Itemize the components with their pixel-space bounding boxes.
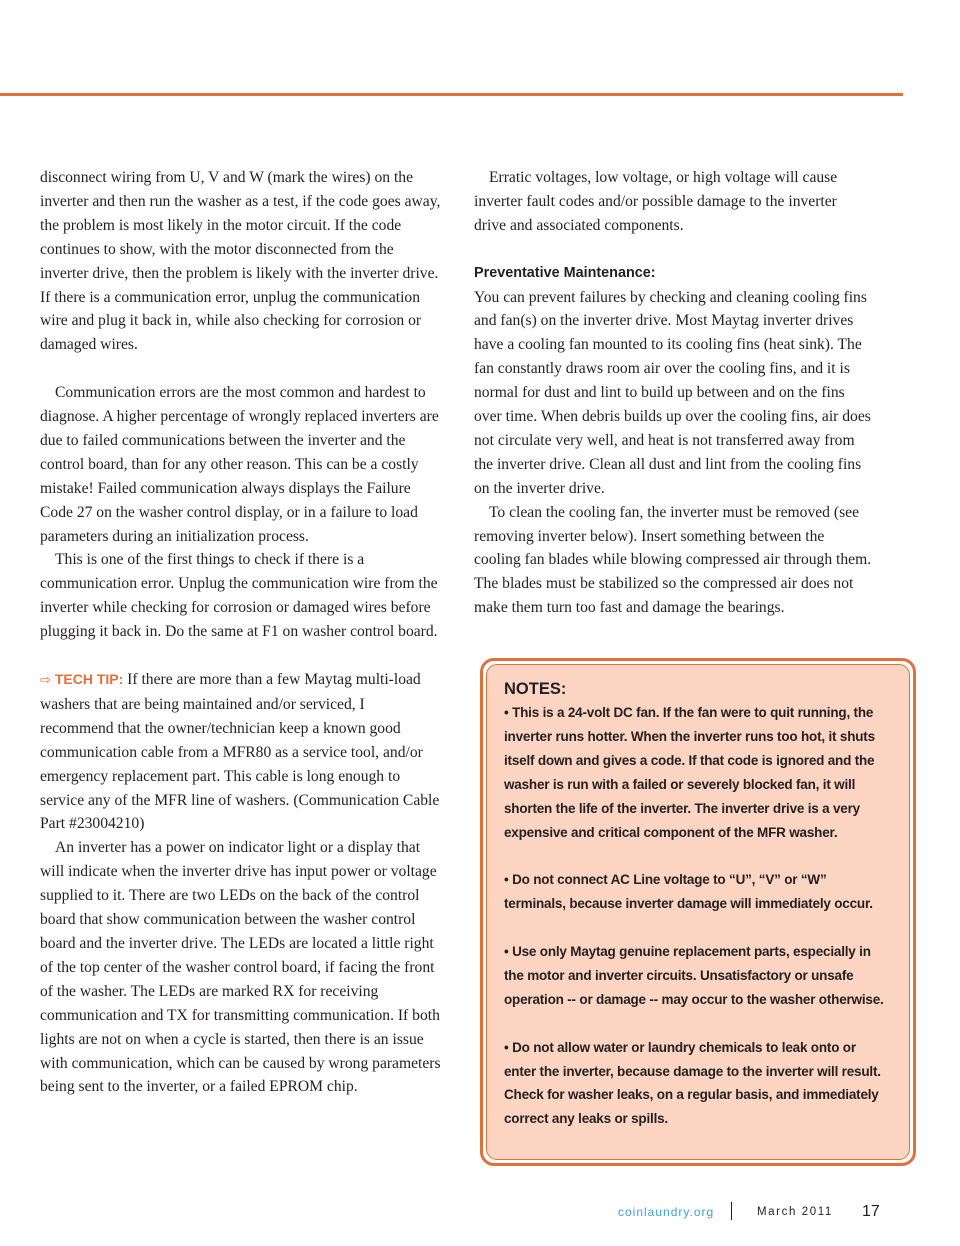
body-paragraph: disconnect wiring from U, V and W (mark the wires) on the inverter and then run the washer as a test, if the code goes away, the problem is most likely in the motor circuit. If the code continues to show, with the motor disconnected from the inverter drive, then the problem is likely with the inverter drive. If there is a communication error, unplug the communication wire and plug it back in, while also checking for corrosion or damaged wires. xyxy=(40,169,441,354)
body-paragraph: To clean the cooling fan, the inverter must be removed (see removing inverter below). Insert something between the cooling fan blades while blowing compressed air through them. The blades must be stabilized so the compressed air does not make them turn too fast and damage the bearings. xyxy=(474,503,872,617)
page-number: 17 xyxy=(862,1203,880,1220)
right-column xyxy=(474,166,872,620)
header-rule xyxy=(0,93,903,96)
arrow-icon: ⇨ xyxy=(40,673,51,688)
left-column xyxy=(40,166,442,1099)
body-paragraph: This is one of the first things to check if there is a communication error. Unplug the communication wire from the inverter while checking for corrosion or damaged wires before plugging it back in. Do the same at F1 on washer control board. xyxy=(40,551,438,641)
notes-box-inner xyxy=(486,664,910,1160)
note-item: • Do not allow water or laundry chemicals to leak onto or enter the inverter, because damage to the inverter will result. Check for washer leaks, on a regular basis, and immediately correct any leaks or spills. xyxy=(504,1039,881,1127)
body-paragraph: Communication errors are the most common and hardest to diagnose. A higher percentage of wrongly replaced inverters are due to failed communications between the inverter and the control board, than for any other reason. This can be a costly mistake! Failed communication always displays the Failure Code 27 on the washer control display, or in a failure to load parameters during an initialization process. xyxy=(40,384,439,545)
footer-date: March 2011 xyxy=(757,1206,833,1218)
section-heading: Preventative Maintenance: xyxy=(474,264,656,281)
note-item: • Use only Maytag genuine replacement parts, especially in the motor and inverter circuits. Unsatisfactory or unsafe operation -- or damage -- may occur to the washer otherwise. xyxy=(504,944,884,1007)
tech-tip xyxy=(40,668,442,836)
body-paragraph: You can prevent failures by checking and cleaning cooling fins and fan(s) on the inverter drive. Most Maytag inverter drives have a cooling fan mounted to its cooling fins (heat sink). The fan constantly draws room air over the cooling fins, and it is normal for dust and lint to build up between and on the fins over time. When debris builds up over the cooling fins, air does not circulate very well, and heat is not transferred away from the inverter drive. Clean all dust and lint from the cooling fins on the inverter drive. xyxy=(474,288,871,497)
note-item: • This is a 24-volt DC fan. If the fan were to quit running, the inverter runs hotter. When the inverter runs too hot, it shuts itself down and gives a code. If that code is ignored and the washer is run with a failed or severely blocked fan, it will shorten the life of the inverter. The inverter drive is a very expensive and critical component of the MFR washer. xyxy=(504,705,875,840)
body-paragraph: An inverter has a power on indicator light or a display that will indicate when the inverter drive has input power or voltage supplied to it. There are two LEDs on the back of the control board that show communication between the washer control board and the inverter drive. The LEDs are located a little right of the top center of the washer control board, if facing the front of the washer. The LEDs are marked RX for receiving communication and TX for transmitting communication. If both lights are not on when a cycle is started, then there is an issue with communication, which can be caused by wrong parameters being sent to the inverter, or a failed EPROM chip. xyxy=(40,839,441,1096)
notes-title: NOTES: xyxy=(504,680,567,698)
footer-site-link[interactable]: coinlaundry.org xyxy=(618,1205,715,1219)
tech-tip-text: If there are more than a few Maytag multi-load washers that are being maintained and/or serviced, I recommend that the owner/technician keep a known good communication cable from a MFR80 as a service tool, and/or emergency replacement part. This cable is long enough to service any of the MFR line of washers. (Communication Cable Part #23004210) xyxy=(40,671,440,833)
body-paragraph: Erratic voltages, low voltage, or high voltage will cause inverter fault codes and/or possible damage to the inverter drive and associated components. xyxy=(474,169,838,234)
footer-divider xyxy=(731,1202,732,1220)
tech-tip-label: TECH TIP: xyxy=(54,671,124,687)
notes-box xyxy=(480,658,916,1166)
note-item: • Do not connect AC Line voltage to “U”, “V” or “W” terminals, because inverter damage will immediately occur. xyxy=(504,872,873,912)
